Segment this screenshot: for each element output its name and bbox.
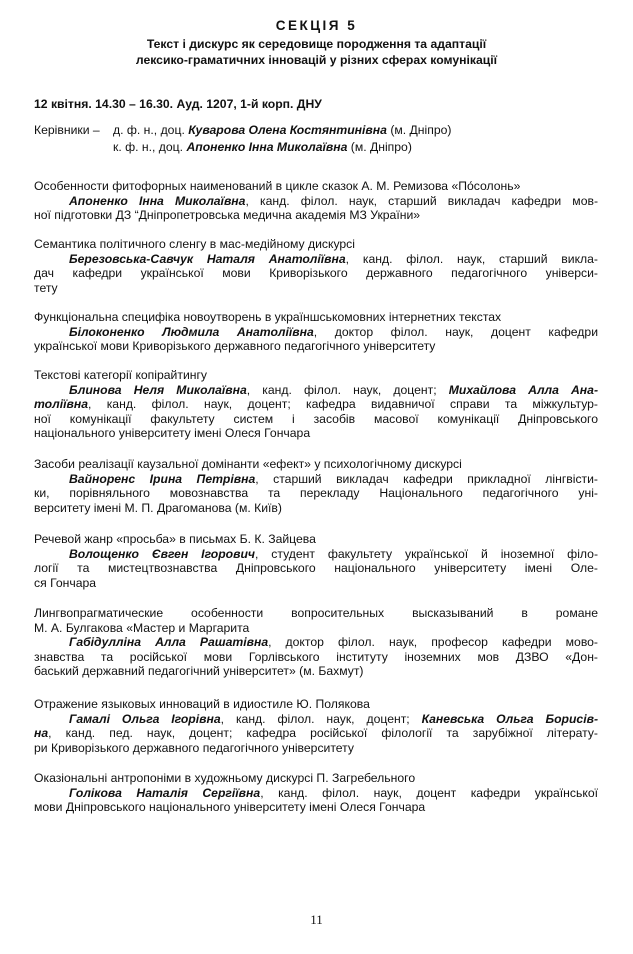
speaker-affiliation: , канд. філол. наук, доцент; <box>246 382 449 397</box>
speaker-affiliation: ри Криворізького державного педагогічного університету <box>34 740 354 755</box>
speaker-affiliation: української мови Криворізького державного педагогічного університету <box>34 339 436 353</box>
speaker-name: Апоненко Інна Миколаївна <box>69 193 246 208</box>
speaker-affiliation: ся Гончара <box>34 575 97 590</box>
speaker-affiliation: дач кафедри української мови Криворізького державного педагогічного універси- <box>34 266 598 280</box>
speaker-name: Гамалі Ольга Ігорівна <box>69 711 221 726</box>
section-title-line-1: Текст і дискурс як середовище породження та адаптації <box>146 37 487 51</box>
speaker-affiliation: національного університету імені Олеся Гончара <box>34 426 311 440</box>
talk-entry <box>34 457 598 515</box>
talk-entry <box>34 368 598 441</box>
talk-title: Функціональна специфіка новоутворень в україншськомовних інтернетних текстах <box>34 310 502 324</box>
talk-title: Оказіональні антропоніми в художньому дискурсі П. Загребельного <box>34 771 416 785</box>
talk-entry <box>34 532 598 590</box>
leaders-label: Керівники – <box>34 123 100 137</box>
speaker-affiliation: , старший викладач кафедри прикладної лінгвісти- <box>255 471 598 486</box>
speaker-affiliation: , канд. філол. наук, доцент; <box>220 711 422 726</box>
speaker-affiliation: ної підготовки ДЗ “Дніпропетровська медична академія МЗ України» <box>34 208 421 222</box>
speaker-name: Березовська-Савчук Наталя Анатоліївна <box>69 251 346 266</box>
talk-title: Засоби реалізації каузальної домінанти «ефект» у психологічному дискурсі <box>34 457 462 471</box>
speaker-affiliation: баський державний педагогічний університет» (м. Бахмут) <box>34 664 364 678</box>
talk-title: Речевой жанр «просьба» в письмах Б. К. Зайцева <box>34 532 316 546</box>
talk-entry <box>34 179 598 223</box>
leader-city: (м. Дніпро) <box>350 140 412 154</box>
speaker-name: Білоконенко Людмила Анатоліївна <box>69 324 314 339</box>
speaker-name: Блинова Неля Миколаївна <box>69 382 247 397</box>
speaker-affiliation: , доктор філол. наук, доцент кафедри <box>313 324 598 339</box>
speaker-name: на <box>34 726 49 740</box>
speaker-affiliation: , канд. філол. наук, доцент; кафедра видавничої справи та міжкультур- <box>87 397 598 411</box>
leader-name: Апоненко Інна Миколаївна <box>186 140 348 154</box>
speaker-affiliation: , канд. пед. наук, доцент; кафедра російської філології та зарубіжної літерату- <box>48 726 598 740</box>
speaker-name: Габідулліна Алла Рашатівна <box>69 635 269 649</box>
talk-entry <box>34 606 598 679</box>
page-number: 11 <box>310 912 323 927</box>
speaker-name: Вайноренс Ірина Петрівна <box>69 471 256 486</box>
section-heading: СЕКЦІЯ 5 <box>275 18 358 33</box>
talk-entry <box>34 771 598 815</box>
talk-entry <box>34 237 598 295</box>
leader-degree: д. ф. н., доц. <box>113 123 185 137</box>
talk-title: Отражение языковых инноваций в идиостиле Ю. Полякова <box>34 697 370 711</box>
talk-entry <box>34 310 598 354</box>
speaker-affiliation: , студент факультету української й іноземної філо- <box>255 546 598 561</box>
leader-city: (м. Дніпро) <box>390 123 452 137</box>
talk-title: Текстові категорії копірайтингу <box>34 368 208 382</box>
talk-title: Лингвопрагматические особенности вопросительных высказываний в романе <box>34 606 598 620</box>
speaker-affiliation: мови Дніпровського національного університету імені Олеся Гончара <box>34 800 426 814</box>
speaker-affiliation: логії та мистецтвознавства Дніпровського національного університету імені Оле- <box>34 561 598 575</box>
speaker-name: Каневська Ольга Борисів- <box>421 711 599 726</box>
speaker-name: Волощенко Євген Ігорович <box>69 546 256 561</box>
talk-title: Семантика політичного сленгу в мас-медійному дискурсі <box>34 237 355 251</box>
speaker-name: Михайлова Алла Ана- <box>448 382 599 397</box>
speaker-affiliation: верситету імені М. П. Драгоманова (м. Київ) <box>34 500 282 515</box>
speaker-affiliation: ної комунікації факультету систем і засобів масової комунікації Дніпровського <box>34 411 598 426</box>
section-title-line-2: лексико-граматичних інновацій у різних сферах комунікації <box>135 53 498 67</box>
speaker-affiliation: ки, порівняльного мовознавства та перекладу Національного педагогічного уні- <box>34 486 598 500</box>
speaker-name: толіївна <box>34 397 88 411</box>
speaker-affiliation: , канд. філол. наук, старший викладач кафедри мов- <box>245 193 598 208</box>
speaker-affiliation: , канд. філол. наук, старший викла- <box>345 251 598 266</box>
speaker-affiliation: , канд. філол. наук, доцент кафедри української <box>260 785 598 800</box>
speaker-affiliation: , доктор філол. наук, професор кафедри мово- <box>268 635 598 649</box>
speaker-affiliation: знавства та російської мови Горлівського інституту іноземних мов ДЗВО «Дон- <box>34 649 598 664</box>
speaker-name: Голікова Наталія Сергіївна <box>69 785 261 800</box>
talk-title-continued: М. А. Булгакова «Мастер и Маргарита <box>34 620 250 635</box>
talk-entry <box>34 697 598 755</box>
leader-2 <box>113 140 412 154</box>
leader-1 <box>113 123 451 137</box>
session-date-line: 12 квітня. 14.30 – 16.30. Ауд. 1207, 1-й корп. ДНУ <box>34 97 322 111</box>
speaker-affiliation: тету <box>34 280 58 295</box>
leader-name: Куварова Олена Костянтинівна <box>188 123 387 137</box>
talk-title: Особенности фитофорных наименований в цикле сказок А. М. Ремизова «По́солонь» <box>34 179 521 193</box>
leader-degree: к. ф. н., доц. <box>113 140 184 154</box>
